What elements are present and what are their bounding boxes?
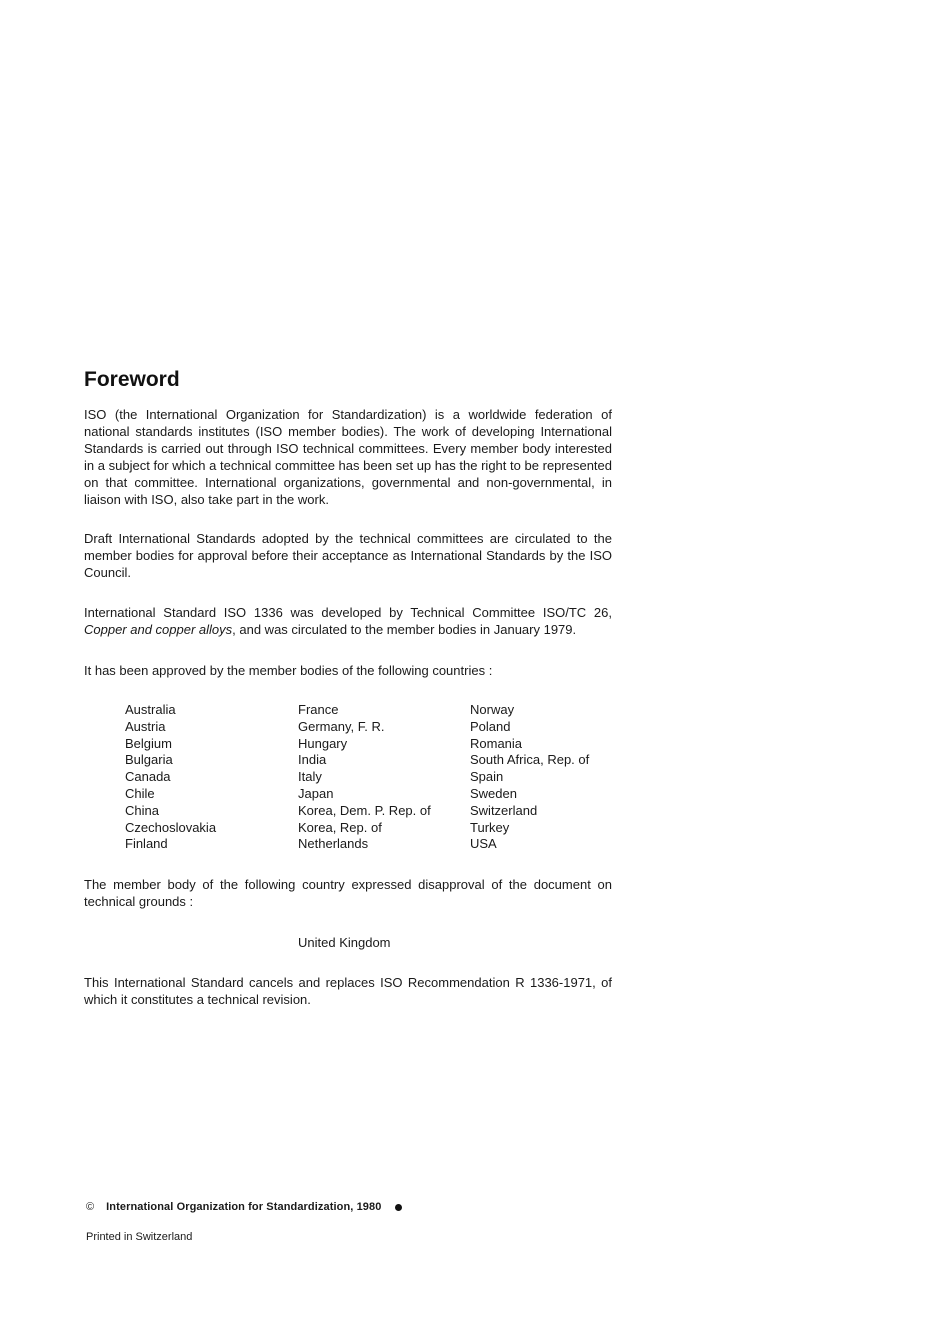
country-item: Italy bbox=[298, 769, 322, 785]
country-item: Chile bbox=[125, 785, 155, 801]
country-item: Poland bbox=[470, 718, 511, 734]
country-item: USA bbox=[470, 836, 497, 852]
country-item: Canada bbox=[125, 769, 171, 785]
country-item: Romania bbox=[470, 735, 523, 751]
country-item: India bbox=[298, 752, 327, 768]
replacement-note: This International Standard cancels and replaces ISO Recommendation R 1336-1971, of which it constitutes a technical revision. bbox=[84, 975, 612, 1007]
country-item: Czechoslovakia bbox=[125, 819, 217, 835]
country-item: Bulgaria bbox=[125, 752, 173, 768]
bullet-icon bbox=[395, 1204, 402, 1211]
printed-in-note: Printed in Switzerland bbox=[86, 1231, 193, 1243]
countries-column-2 bbox=[298, 702, 431, 853]
country-item: Germany, F. R. bbox=[298, 718, 385, 734]
copyright-line bbox=[86, 1199, 402, 1215]
paragraph-draft-standards: Draft International Standards adopted by the technical committees are circulated to the member bodies for approval before their acceptance as International Standards by the ISO Council. bbox=[84, 531, 612, 580]
page-title: Foreword bbox=[84, 368, 180, 391]
country-item: Sweden bbox=[470, 785, 517, 801]
country-item: China bbox=[125, 802, 159, 818]
country-item: Switzerland bbox=[470, 802, 538, 818]
countries-column-1 bbox=[125, 702, 216, 853]
paragraph-standard-development-end: , and was circulated to the member bodies in January 1979. bbox=[232, 622, 577, 637]
country-item: Norway bbox=[470, 702, 515, 717]
approval-intro: It has been approved by the member bodies of the following countries : bbox=[84, 663, 493, 678]
paragraph-standard-development bbox=[84, 604, 612, 638]
countries-column-3 bbox=[470, 702, 589, 853]
copyright-icon: © bbox=[86, 1201, 95, 1213]
country-item: Austria bbox=[125, 718, 166, 734]
country-item: Turkey bbox=[470, 819, 510, 835]
paragraph-iso-description: ISO (the International Organization for Standardization) is a worldwide federation of national standards institutes (ISO member bodies). The work of developing International Standards is carried out through ISO technical committees. Every member body interested in a subject for which a technical committee has been set up has the right to be represented on that committee. International organizations, governmental and non-governmental, in liaison with ISO, also take part in the work. bbox=[84, 407, 612, 507]
paragraph-standard-development-start: International Standard ISO 1336 was developed by Technical Committee ISO/TC 26, bbox=[84, 605, 612, 620]
disapproving-country: United Kingdom bbox=[298, 935, 391, 950]
country-item: Australia bbox=[125, 702, 176, 717]
country-item: Belgium bbox=[125, 735, 172, 751]
country-item: Spain bbox=[470, 769, 504, 785]
country-item: South Africa, Rep. of bbox=[470, 752, 590, 768]
country-item: France bbox=[298, 702, 339, 717]
disapproval-intro: The member body of the following country expressed disapproval of the document on technical grounds : bbox=[84, 877, 612, 909]
copyright-organization: International Organization for Standardization, 1980 bbox=[106, 1201, 382, 1213]
committee-title: Copper and copper alloys bbox=[84, 622, 233, 637]
country-item: Hungary bbox=[298, 735, 348, 751]
country-item: Korea, Dem. P. Rep. of bbox=[298, 802, 431, 818]
country-item: Japan bbox=[298, 785, 334, 801]
country-item: Korea, Rep. of bbox=[298, 819, 382, 835]
country-item: Netherlands bbox=[298, 836, 369, 852]
country-item: Finland bbox=[125, 836, 168, 852]
